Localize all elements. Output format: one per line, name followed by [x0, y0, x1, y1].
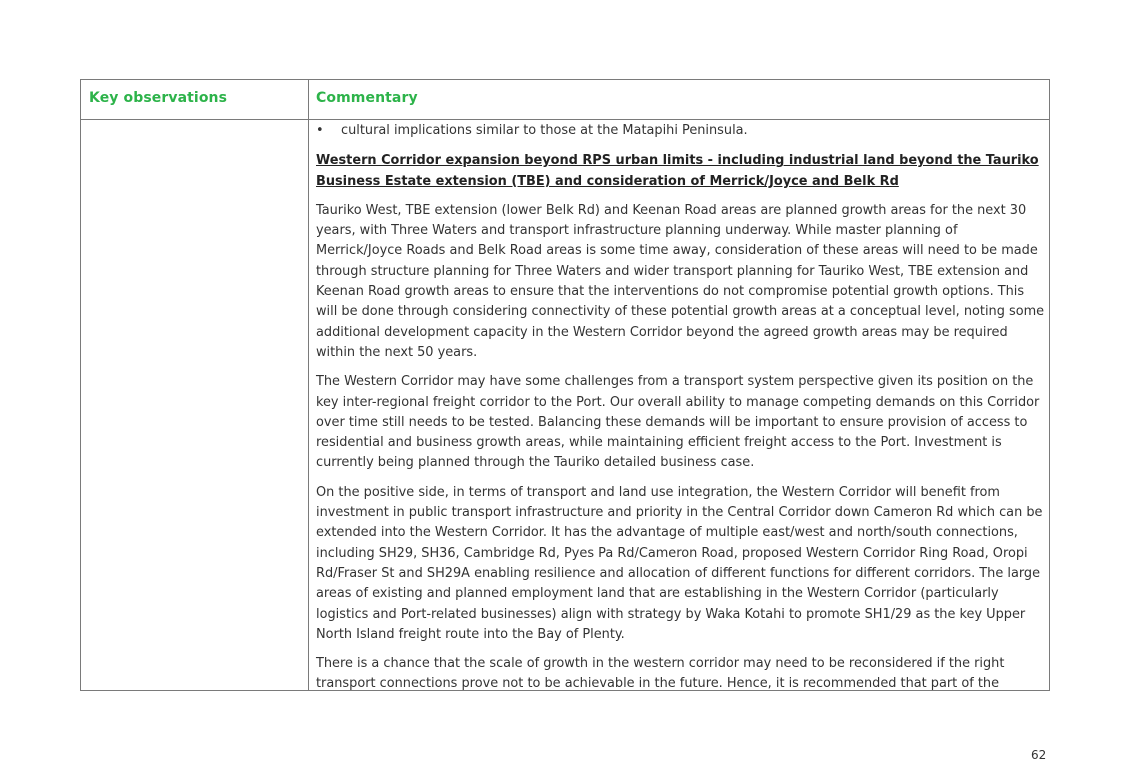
key-observations-header: Key observations	[89, 90, 228, 106]
bullet-text: cultural implications similar to those at the Matapihi Peninsula.	[341, 123, 748, 138]
commentary-header: Commentary	[316, 90, 418, 106]
paragraph-1: Tauriko West, TBE extension (lower Belk Rd) and Keenan Road areas are planned growth areas for the next 30 years, with Three Waters and transport infrastructure planning underway. While master planning of Merrick/Joyce Roads and Belk Road areas is some time away, consideration of these areas will need to be made through structure planning for Three Waters and wider transport planning for Tauriko West, TBE extension and Keenan Road growth areas to ensure that the interventions do not compromise potential growth options. This will be done through considering connectivity of these potential growth areas at a conceptual level, noting some additional development capacity in the Western Corridor beyond the agreed growth areas may be required within the next 50 years.	[316, 202, 1045, 360]
bullet-item	[316, 121, 1046, 141]
paragraph-3: On the positive side, in terms of transport and land use integration, the Western Corridor will benefit from investment in public transport infrastructure and priority in the Central Corridor down Cameron Rd which can be extended into the Western Corridor. It has the advantage of multiple east/west and north/south connections, including SH29, SH36, Cambridge Rd, Pyes Pa Rd/Cameron Road, proposed Western Corridor Ring Road, Oropi Rd/Fraser St and SH29A enabling resilience and allocation of different functions for different corridors. The large areas of existing and planned employment land that are establishing in the Western Corridor (particularly logistics and Port-related businesses) align with strategy by Waka Kotahi to promote SH1/29 as the key Upper North Island freight route into the Bay of Plenty.	[316, 484, 1043, 642]
column-divider	[308, 80, 309, 690]
observations-table	[80, 79, 1050, 691]
page-number: 62	[1031, 748, 1047, 762]
commentary-cell	[316, 121, 1046, 691]
paragraph-4: There is a chance that the scale of growth in the western corridor may need to be reconsidered if the right transport connections prove not to be achievable in the future. Hence, it is recommended that part of the	[316, 656, 1005, 691]
bullet-icon: •	[316, 123, 324, 138]
table-header-row	[81, 80, 1049, 120]
paragraph-2: The Western Corridor may have some challenges from a transport system perspective given its position on the key inter-regional freight corridor to the Port. Our overall ability to manage competing demands on this Corridor over time still needs to be tested. Balancing these demands will be important to ensure provision of access to residential and business growth areas, while maintaining efficient freight access to the Port. Investment is currently being planned through the Tauriko detailed business case.	[316, 374, 1040, 471]
section-subheading: Western Corridor expansion beyond RPS urban limits - including industrial land beyond the Tauriko Business Estate extension (TBE) and consideration of Merrick/Joyce and Belk Rd	[316, 153, 1039, 189]
